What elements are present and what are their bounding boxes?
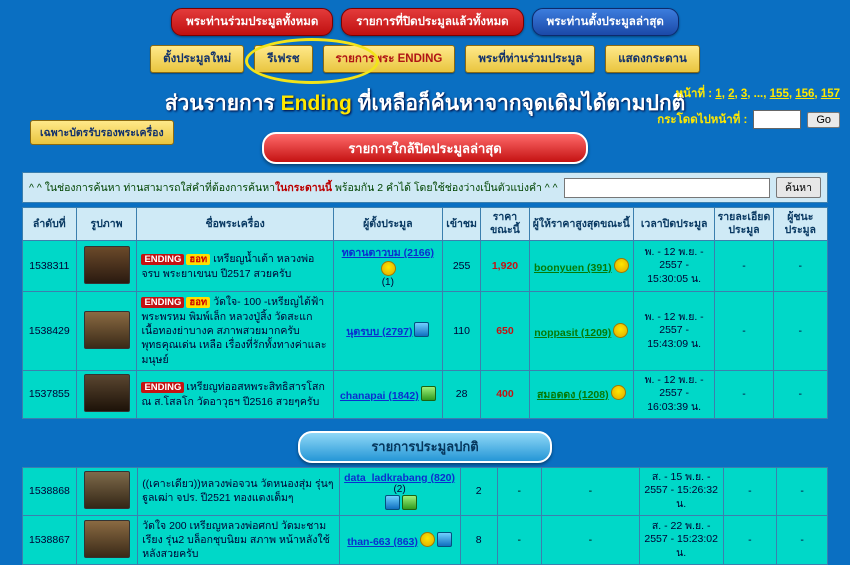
badge-icon [385,495,400,510]
table-row[interactable] [23,370,828,418]
row-views: 28 [442,370,481,418]
page-nav-prefix: หน้าที่ : [675,88,716,100]
col-views: เข้าชม [442,208,481,241]
row-close-time: พ. - 12 พ.ย. - 2557 - 16:03:39 น. [633,370,714,418]
page-number-nav: หน้าที่ : 1, 2, 3, ..., 155, 156, 157 [675,88,840,100]
row-highest-bidder[interactable] [529,241,633,292]
table-row[interactable] [23,515,828,565]
row-views: 8 [460,515,497,565]
row-image[interactable] [76,515,137,565]
menu-my-bids[interactable]: พระที่ท่านร่วมประมูล [465,45,595,73]
ending-badge: ENDING [141,382,184,393]
smiley-icon [420,532,435,547]
row-detail: - [723,515,777,565]
row-name-cell[interactable] [137,292,333,371]
row-winner: - [773,292,827,371]
price-value: 650 [496,325,514,337]
row-seller[interactable] [333,241,442,292]
smiley-icon [611,385,626,400]
row-name-cell[interactable] [138,515,339,565]
item-title-link[interactable]: เหรียญน้ำเต้า หลวงพ่อจรบ พระยาเขนบ ปี2517 สวยครับ [141,252,315,280]
seller-sub: (1) [381,277,394,289]
page-title-part1: ส่วนรายการ [164,92,281,115]
row-highest-bidder[interactable] [529,370,633,418]
col-index: ลำดับที่ [23,208,77,241]
row-winner: - [773,370,827,418]
row-name-cell[interactable] [138,467,339,515]
row-seller[interactable] [339,515,460,565]
tab-all-joined-auctions[interactable]: พระท่านร่วมประมูลทั้งหมด [171,8,333,36]
row-id: 1538867 [23,515,77,565]
page-link-155[interactable]: 155 [769,88,789,100]
row-price: - [497,467,541,515]
table-row[interactable] [23,467,828,515]
badge-icon [414,322,429,337]
row-price: - [497,515,541,565]
row-image[interactable] [76,467,137,515]
row-seller[interactable] [333,292,442,371]
ending-auctions-table [22,207,828,419]
seller-link[interactable]: ทดานตาวบม (2166) [341,247,434,260]
row-close-time: ส. - 15 พ.ย. - 2557 - 15:26:32 น. [639,467,723,515]
row-detail: - [723,467,777,515]
table-header-row [23,208,828,241]
page-ellipsis: ... [753,88,764,100]
highest-bidder-link[interactable]: สมอดดง (1208) [536,389,609,402]
highest-bidder-link[interactable]: boonyuen (391) [533,262,612,275]
search-hint-left: ^ ^ ในช่องการค้นหา ท่านสามารถใส่คำที่ต้องการค้นหาในกระดานนี้ พร้อมกัน 2 คำได้ โดยใช้ช่องว่างเป็นตัวแบ่งคำ ^ ^ [29,182,558,194]
row-price [481,241,529,292]
page-link-156[interactable]: 156 [795,88,815,100]
item-title-link[interactable]: เหรียญท่ออสหพระสิทธิสารโสกณ ส.โสลโก วัดอาวุธฯ ปี2516 สวยๆครับ [141,380,325,408]
amulet-thumbnail-icon[interactable] [84,246,130,284]
menu-show-board[interactable]: แสดงกระดาน [605,45,700,73]
smiley-icon [381,261,396,276]
row-winner: - [777,515,828,565]
ending-badge: ENDING [141,297,184,308]
amulet-thumbnail-icon[interactable] [84,374,130,412]
seller-link[interactable]: นุตรบบ (2797) [346,326,413,338]
amulet-thumbnail-icon[interactable] [84,520,130,558]
col-image: รูปภาพ [76,208,137,241]
goto-page-input[interactable] [753,110,801,129]
item-title-link[interactable]: วัดใจ- 100 -เหรียญไต้ฟ้า พระพรหม พิมพ์เล็ก หลวงปู่สิ้ง วัดสะแก เนื้อทองย่าบางค สภาพสวยมากครับ พุทธคุณเด่น เหลือ เรื่องที่รักทั้งทางค่าและมนุษย์ [141,296,327,366]
page-title-highlight: Ending [280,92,352,115]
col-name: ชื่อพระเครื่อง [137,208,333,241]
ending-badge: ENDING [141,254,184,265]
row-close-time: พ. - 12 พ.ย. - 2557 - 15:43:09 น. [633,292,714,371]
smiley-icon [614,258,629,273]
row-id: 1538429 [23,292,77,371]
menu-ending-list[interactable]: รายการพระ ENDING [323,45,456,73]
row-name-cell[interactable] [137,370,333,418]
row-close-time: ส. - 22 พ.ย. - 2557 - 15:23:02 น. [639,515,723,565]
page-link-2[interactable]: 2 [728,88,735,100]
col-detail: รายละเอียดประมูล [715,208,773,241]
badge-icon [421,386,436,401]
col-highest-bidder: ผู้ให้ราคาสูงสุดขณะนี้ [529,208,633,241]
row-highest-bidder: - [541,467,639,515]
table-row[interactable] [23,292,828,371]
search-hint-red: ในกระดานนี้ [275,182,333,194]
table-row[interactable] [23,241,828,292]
goto-page-button[interactable]: Go [807,112,840,128]
row-seller[interactable] [339,467,460,515]
row-highest-bidder: - [541,515,639,565]
page-link-1[interactable]: 1 [715,88,722,100]
col-seller: ผู้ตั้งประมูล [333,208,442,241]
row-name-cell[interactable] [137,241,333,292]
row-price [481,292,529,371]
row-winner: - [773,241,827,292]
normal-auctions-table [22,467,828,565]
main-menu-row [0,45,850,73]
row-image[interactable] [76,292,137,371]
item-title-link[interactable]: วัดใจ 200 เหรียญหลวงพ่อศกป วัดมะชามเรียง รุ่น2 บล็อกชุบนิยม สภาพ หน้าหลังใช้ หลังสวยครับ [142,519,330,561]
banner-normal-auctions: รายการประมูลปกติ [298,431,552,463]
page-title-part2: ที่เหลือก็ค้นหาจากจุดเดิมได้ตามปกติ [351,92,686,115]
goto-page-row [657,110,840,129]
seller-link[interactable]: than-663 (863) [347,536,418,548]
row-detail: - [715,241,773,292]
col-price: ราคาขณะนี้ [481,208,529,241]
hot-badge: ฮอท [186,254,210,265]
row-views: 2 [460,467,497,515]
badge-icon [402,495,417,510]
row-detail: - [715,292,773,371]
row-winner: - [777,467,828,515]
row-id: 1538311 [23,241,77,292]
seller-link[interactable]: chanapai (1842) [339,390,419,403]
tab-closed-auctions[interactable]: รายการที่ปิดประมูลแล้วทั้งหมด [341,8,523,36]
row-image[interactable] [76,370,137,418]
amulet-thumbnail-icon[interactable] [84,471,130,509]
row-highest-bidder[interactable] [529,292,633,371]
row-detail: - [715,370,773,418]
badge-icon [437,532,452,547]
menu-refresh[interactable]: รีเฟรช [254,45,312,73]
smiley-icon [613,323,628,338]
row-image[interactable] [76,241,137,292]
amulet-thumbnail-icon[interactable] [84,311,130,349]
row-id: 1538868 [23,467,77,515]
search-button[interactable]: ค้นหา [776,177,821,198]
search-input[interactable] [564,178,770,198]
banner-ending-auctions: รายการใกล้ปิดประมูลล่าสุด [262,132,588,164]
row-views: 110 [442,292,481,371]
row-id: 1537855 [23,370,77,418]
row-seller[interactable] [333,370,442,418]
row-price [481,370,529,418]
menu-new-auction[interactable]: ตั้งประมูลใหม่ [150,45,244,73]
page-link-3[interactable]: 3 [740,88,748,100]
col-close-time: เวลาปิดประมูล [633,208,714,241]
certified-amulets-button[interactable]: เฉพาะบัตรรับรองพระเครื่อง [30,120,174,145]
goto-page-label: กระโดดไปหน้าที่ : [657,113,748,126]
highest-bidder-link[interactable]: noppasit (1209) [534,327,612,339]
row-views: 255 [442,241,481,292]
row-close-time: พ. - 12 พ.ย. - 2557 - 15:30:05 น. [633,241,714,292]
seller-sub: (2) [393,483,406,495]
page-link-157[interactable]: 157 [820,88,840,100]
tab-latest-auctions[interactable]: พระท่านตั้งประมูลล่าสุด [532,8,679,36]
seller-link[interactable]: data_ladkrabang (820) [344,471,456,484]
price-value: 400 [496,388,514,401]
item-title-link[interactable]: ((เคาะเดียว))หลวงพ่อจวน วัดหนองสุ่ม รุ่นๆฐูลเฒ่า จปร. ปี2521 ทองแดงเต็มๆ [142,478,334,505]
search-bar [22,172,828,203]
hot-badge: ฮอท [186,297,210,308]
top-tab-row [0,0,850,36]
col-winner: ผู้ชนะประมูล [773,208,827,241]
price-value: 1,920 [491,260,519,273]
